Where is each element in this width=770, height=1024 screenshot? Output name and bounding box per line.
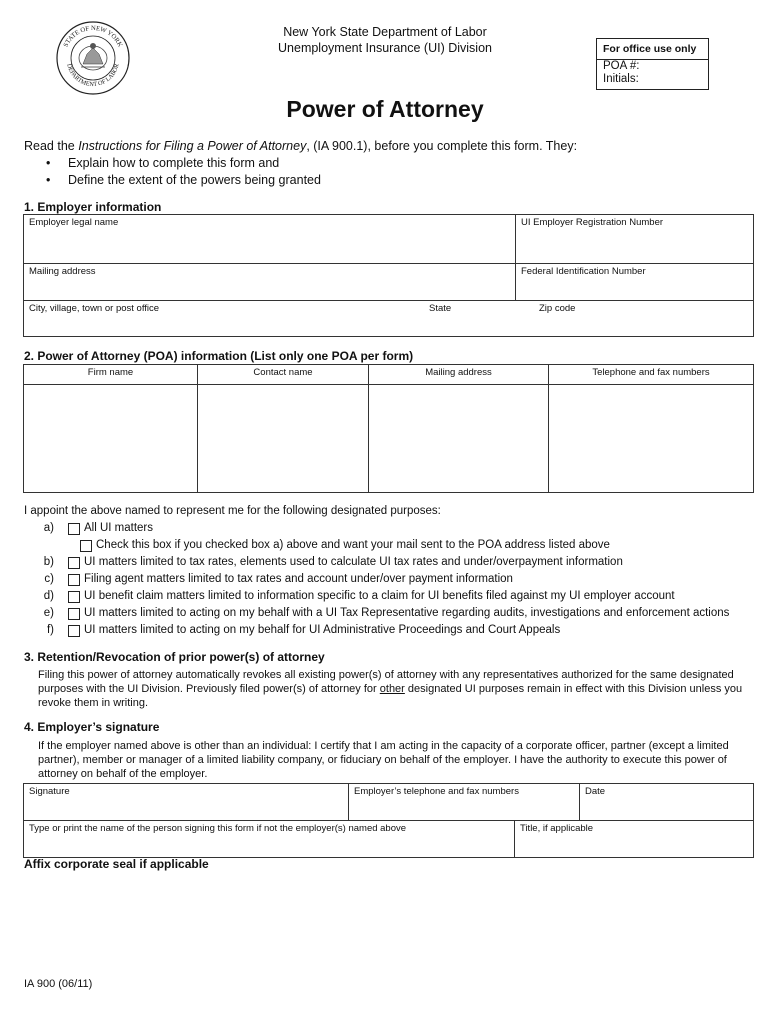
option-f-text: UI matters limited to acting on my behalf for UI Administrative Proceedings and Court Appeals <box>84 624 561 636</box>
section-2-heading: 2. Power of Attorney (POA) information (List only one POA per form) <box>24 349 414 363</box>
svg-text:DEPARTMENT OF LABOR: DEPARTMENT OF LABOR <box>65 62 121 89</box>
office-use-box <box>596 38 709 90</box>
revocation-text-part2: designated UI purposes remain in effect with this Division unless you revoke them in writing. <box>38 683 743 709</box>
option-f-checkbox[interactable] <box>68 625 80 637</box>
office-use-title: For office use only <box>597 39 708 60</box>
option-b-text: UI matters limited to tax rates, elements used to calculate UI tax rates and under/overpayment information <box>84 556 623 568</box>
poa-mailing-address-field[interactable] <box>369 385 549 493</box>
section-1-heading: 1. Employer information <box>24 200 162 214</box>
mail-to-poa-checkbox[interactable] <box>80 540 92 552</box>
signature-field[interactable]: Signature <box>24 784 349 821</box>
poa-number-field[interactable]: POA #: <box>603 60 640 72</box>
zip-field-label: Zip code <box>539 303 576 314</box>
poa-info-table <box>23 364 754 493</box>
option-c-checkbox[interactable] <box>68 574 80 586</box>
option-letter: f) <box>46 624 54 636</box>
section-4-heading: 4. Employer’s signature <box>24 720 160 734</box>
agency-name: New York State Department of Labor <box>283 25 487 39</box>
employer-info-table <box>23 214 754 337</box>
option-a-checkbox[interactable] <box>68 523 80 535</box>
initials-field[interactable]: Initials: <box>603 73 639 85</box>
poa-phone-fax-field[interactable] <box>549 385 754 493</box>
intro-suffix: , (IA 900.1), before you complete this form. They: <box>306 139 578 153</box>
intro-bullet: • Define the extent of the powers being granted <box>24 172 754 189</box>
contact-name-field[interactable] <box>198 385 369 493</box>
option-e-checkbox[interactable] <box>68 608 80 620</box>
agency-header <box>250 24 520 56</box>
city-state-zip-row[interactable] <box>24 301 754 337</box>
corporate-seal-note: Affix corporate seal if applicable <box>24 857 209 871</box>
phone-fax-header: Telephone and fax numbers <box>549 365 754 385</box>
option-c-text: Filing agent matters limited to tax rates and account under/over payment information <box>84 573 513 585</box>
option-letter: a) <box>43 522 54 534</box>
option-a-text: All UI matters <box>84 522 154 534</box>
option-letter: c) <box>44 573 54 585</box>
poa-mailing-address-header: Mailing address <box>369 365 549 385</box>
intro-text <box>24 138 754 189</box>
state-field-label: State <box>429 303 452 314</box>
title-field[interactable]: Title, if applicable <box>515 821 754 858</box>
division-name: Unemployment Insurance (UI) Division <box>278 41 492 55</box>
revocation-text <box>38 668 754 710</box>
print-name-field[interactable]: Type or print the name of the person signing this form if not the employer(s) named above <box>24 821 515 858</box>
employer-legal-name-field[interactable]: Employer legal name <box>24 215 516 264</box>
mailing-address-field[interactable]: Mailing address <box>24 264 516 301</box>
appoint-statement: I appoint the above named to represent me for the following designated purposes: <box>24 505 441 517</box>
page-title: Power of Attorney <box>286 96 484 122</box>
state-seal-logo <box>55 20 131 96</box>
federal-id-field[interactable]: Federal Identification Number <box>516 264 754 301</box>
ui-registration-number-field[interactable]: UI Employer Registration Number <box>516 215 754 264</box>
option-d-checkbox[interactable] <box>68 591 80 603</box>
revocation-text-part1: Filing this power of attorney automatically revokes all existing power(s) of attorney with any representatives authorized for the same designated purposes with the UI Division. Previously filed power(s) of attorney for <box>38 669 734 695</box>
section-3-heading: 3. Retention/Revocation of prior power(s) of attorney <box>24 650 325 664</box>
revocation-text-other: other <box>379 683 405 695</box>
option-e-text: UI matters limited to acting on my behalf with a UI Tax Representative regarding audits, investigations and enforcement actions <box>84 607 730 619</box>
employer-phone-fax-field[interactable]: Employer’s telephone and fax numbers <box>349 784 580 821</box>
certification-text: If the employer named above is other than an individual: I certify that I am acting in the capacity of a corporate officer, partner (except a limited partner), member or manager of a limited liability company, or fiduciary on behalf of the employer. I have the authority to execute this power of attorney on behalf of the employer. <box>38 740 729 780</box>
option-letter: d) <box>43 590 54 602</box>
form-number-footer: IA 900 (06/11) <box>24 978 93 990</box>
signature-table <box>23 783 754 858</box>
date-field[interactable]: Date <box>580 784 754 821</box>
firm-name-field[interactable] <box>24 385 198 493</box>
firm-name-header: Firm name <box>24 365 198 385</box>
option-d-text: UI benefit claim matters limited to information specific to a claim for UI benefits filed against my UI employer account <box>84 590 675 602</box>
svg-text:STATE OF NEW YORK: STATE OF NEW YORK <box>62 24 124 49</box>
mail-to-poa-text: Check this box if you checked box a) above and want your mail sent to the POA address listed above <box>96 539 610 551</box>
intro-prefix: Read the <box>24 139 79 153</box>
intro-bullet: • Explain how to complete this form and <box>24 155 754 172</box>
option-letter: b) <box>43 556 54 568</box>
city-field-label: City, village, town or post office <box>29 303 160 314</box>
contact-name-header: Contact name <box>198 365 369 385</box>
instructions-doc-name: Instructions for Filing a Power of Attorney <box>78 139 307 153</box>
option-letter: e) <box>43 607 54 619</box>
option-b-checkbox[interactable] <box>68 557 80 569</box>
